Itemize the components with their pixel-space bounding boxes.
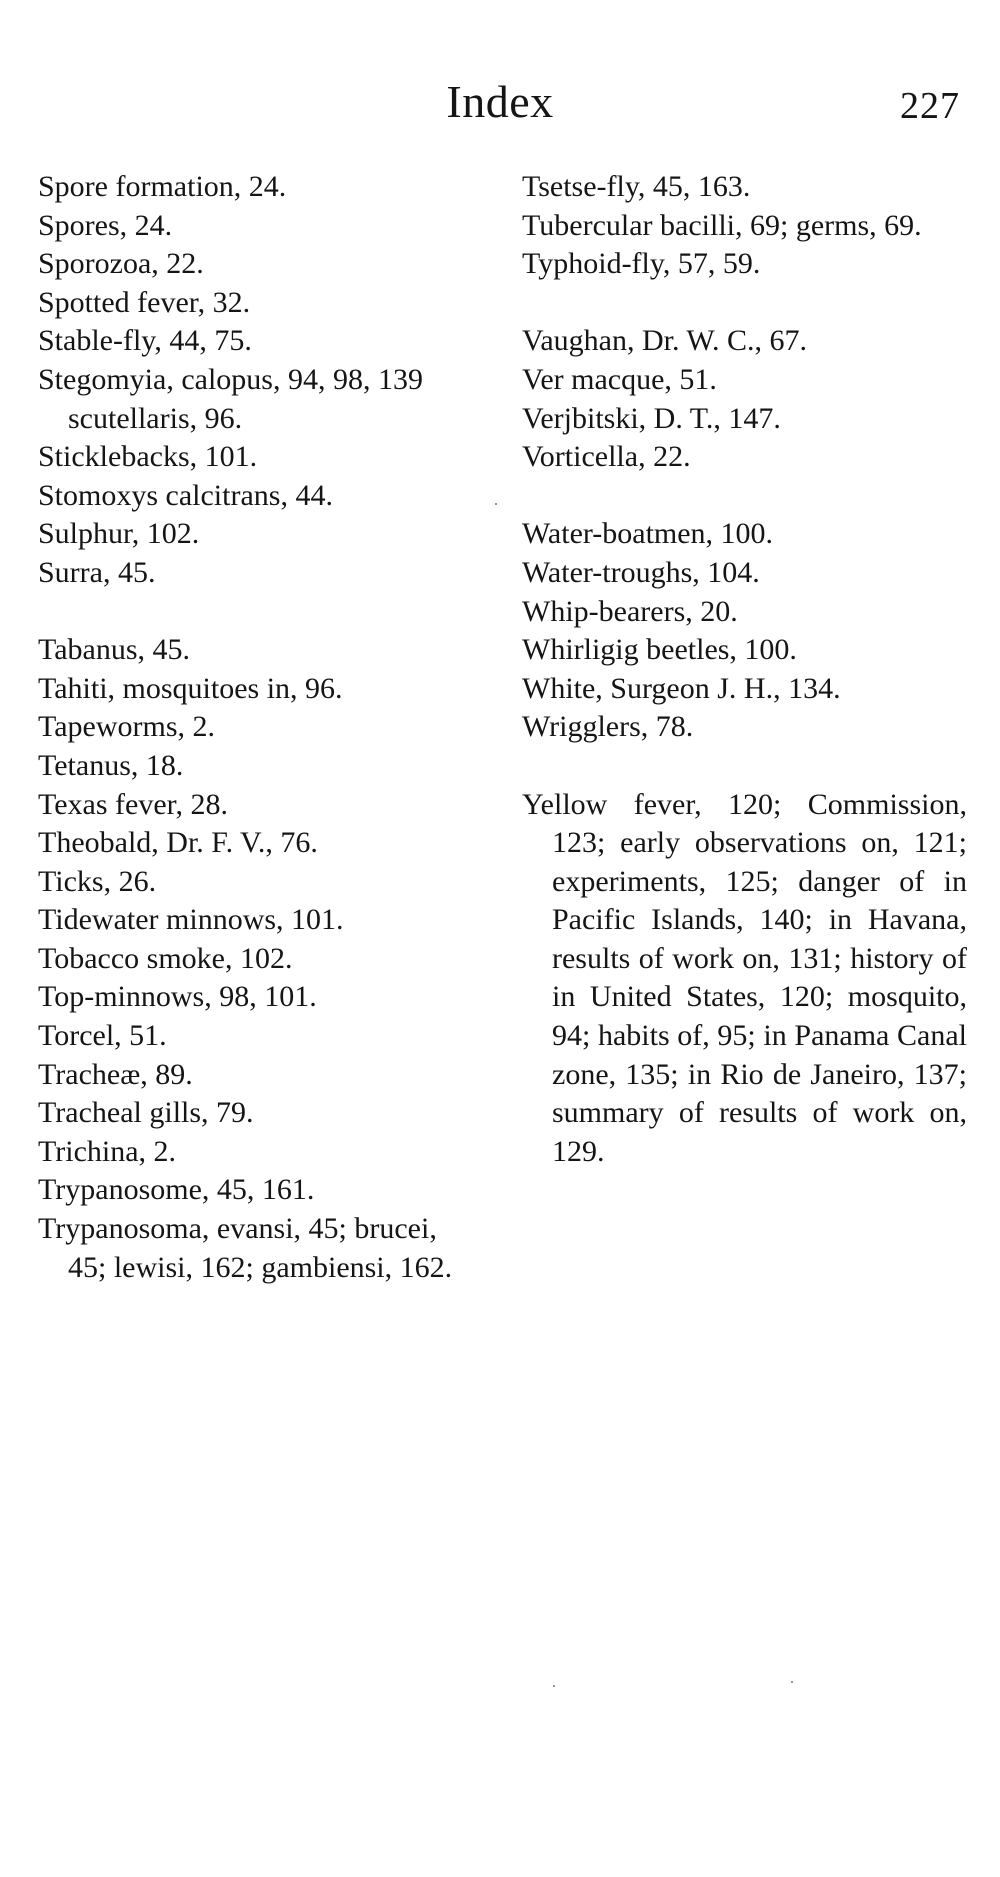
index-entry: Tracheæ, 89.	[38, 1057, 193, 1091]
index-group-v	[522, 322, 967, 476]
index-group-y	[522, 786, 967, 1172]
index-entry: Spores, 24.	[38, 208, 173, 242]
index-entry: Trypanosome, 45, 161.	[38, 1173, 315, 1207]
index-entry: Tidewater minnows, 101.	[38, 903, 344, 937]
index-entry: Verjbitski, D. T., 147.	[522, 401, 781, 435]
index-entry: Water-troughs, 104.	[522, 555, 760, 589]
index-entry: Trichina, 2.	[38, 1134, 177, 1168]
index-entry: Tobacco smoke, 102.	[38, 941, 293, 975]
index-entry: Tetanus, 18.	[38, 748, 184, 782]
index-entry: Sporozoa, 22.	[38, 247, 204, 281]
index-entry: Trypanosoma, evansi, 45; brucei, 45; lewisi, 162; gambiensi, 162.	[38, 1212, 453, 1284]
index-entry: Sticklebacks, 101.	[38, 440, 258, 474]
index-entry: Typhoid-fly, 57, 59.	[522, 247, 761, 281]
page-header	[0, 72, 1000, 132]
index-group-s	[38, 168, 478, 593]
index-entry: Tapeworms, 2.	[38, 710, 216, 744]
index-entry: Vaughan, Dr. W. C., 67.	[522, 324, 807, 358]
page-title: Index	[446, 76, 554, 127]
index-entry: Texas fever, 28.	[38, 787, 228, 821]
index-entry: Stable-fly, 44, 75.	[38, 324, 252, 358]
index-column-left	[38, 168, 478, 1287]
index-entry: Tahiti, mosquitoes in, 96.	[38, 671, 343, 705]
index-group-t	[38, 631, 478, 1287]
index-entry: Torcel, 51.	[38, 1019, 167, 1053]
index-entry: Tsetse-fly, 45, 163.	[522, 170, 751, 203]
index-entry: Top-minnows, 98, 101.	[38, 980, 317, 1014]
index-entry: Sulphur, 102.	[38, 517, 200, 551]
index-entry: Wrigglers, 78.	[522, 710, 694, 744]
index-entry: Ticks, 26.	[38, 864, 157, 898]
index-entry: Stomoxys calcitrans, 44.	[38, 478, 333, 512]
index-entry: Stegomyia, calopus, 94, 98, 139 scutellaris, 96.	[38, 362, 423, 435]
index-entry: Water-boatmen, 100.	[522, 517, 774, 551]
index-entry: Spore formation, 24.	[38, 170, 287, 203]
index-group-t-continued	[522, 168, 967, 284]
page-number: 227	[900, 85, 960, 127]
index-entry: Whip-bearers, 20.	[522, 594, 738, 628]
index-entry: Ver macque, 51.	[522, 362, 717, 396]
index-entry: Tabanus, 45.	[38, 633, 191, 667]
scan-speck	[553, 1685, 555, 1687]
index-column-right	[522, 168, 967, 1171]
index-entry: Whirligig beetles, 100.	[522, 633, 797, 667]
index-entry: Theobald, Dr. F. V., 76.	[38, 826, 318, 860]
index-entry: White, Surgeon J. H., 134.	[522, 671, 841, 705]
scan-speck	[495, 503, 497, 505]
index-entry: Spotted fever, 32.	[38, 285, 251, 319]
index-entry: Yellow fever, 120; Commission, 123; early observations on, 121; experiments, 125; danger of in Pacific Islands, 140; in Havana, results of work on, 131; history of in United States, 120; mosquito, 94; habits of, 95; in Panama Canal zone, 135; in Rio de Janeiro, 137; summary of results of work on, 129.	[522, 787, 967, 1168]
index-entry: Tubercular bacilli, 69; germs, 69.	[522, 208, 922, 242]
scan-speck	[791, 1681, 793, 1683]
index-entry: Surra, 45.	[38, 555, 156, 589]
index-entry: Tracheal gills, 79.	[38, 1096, 254, 1130]
index-group-w	[522, 515, 967, 747]
index-entry: Vorticella, 22.	[522, 440, 691, 474]
